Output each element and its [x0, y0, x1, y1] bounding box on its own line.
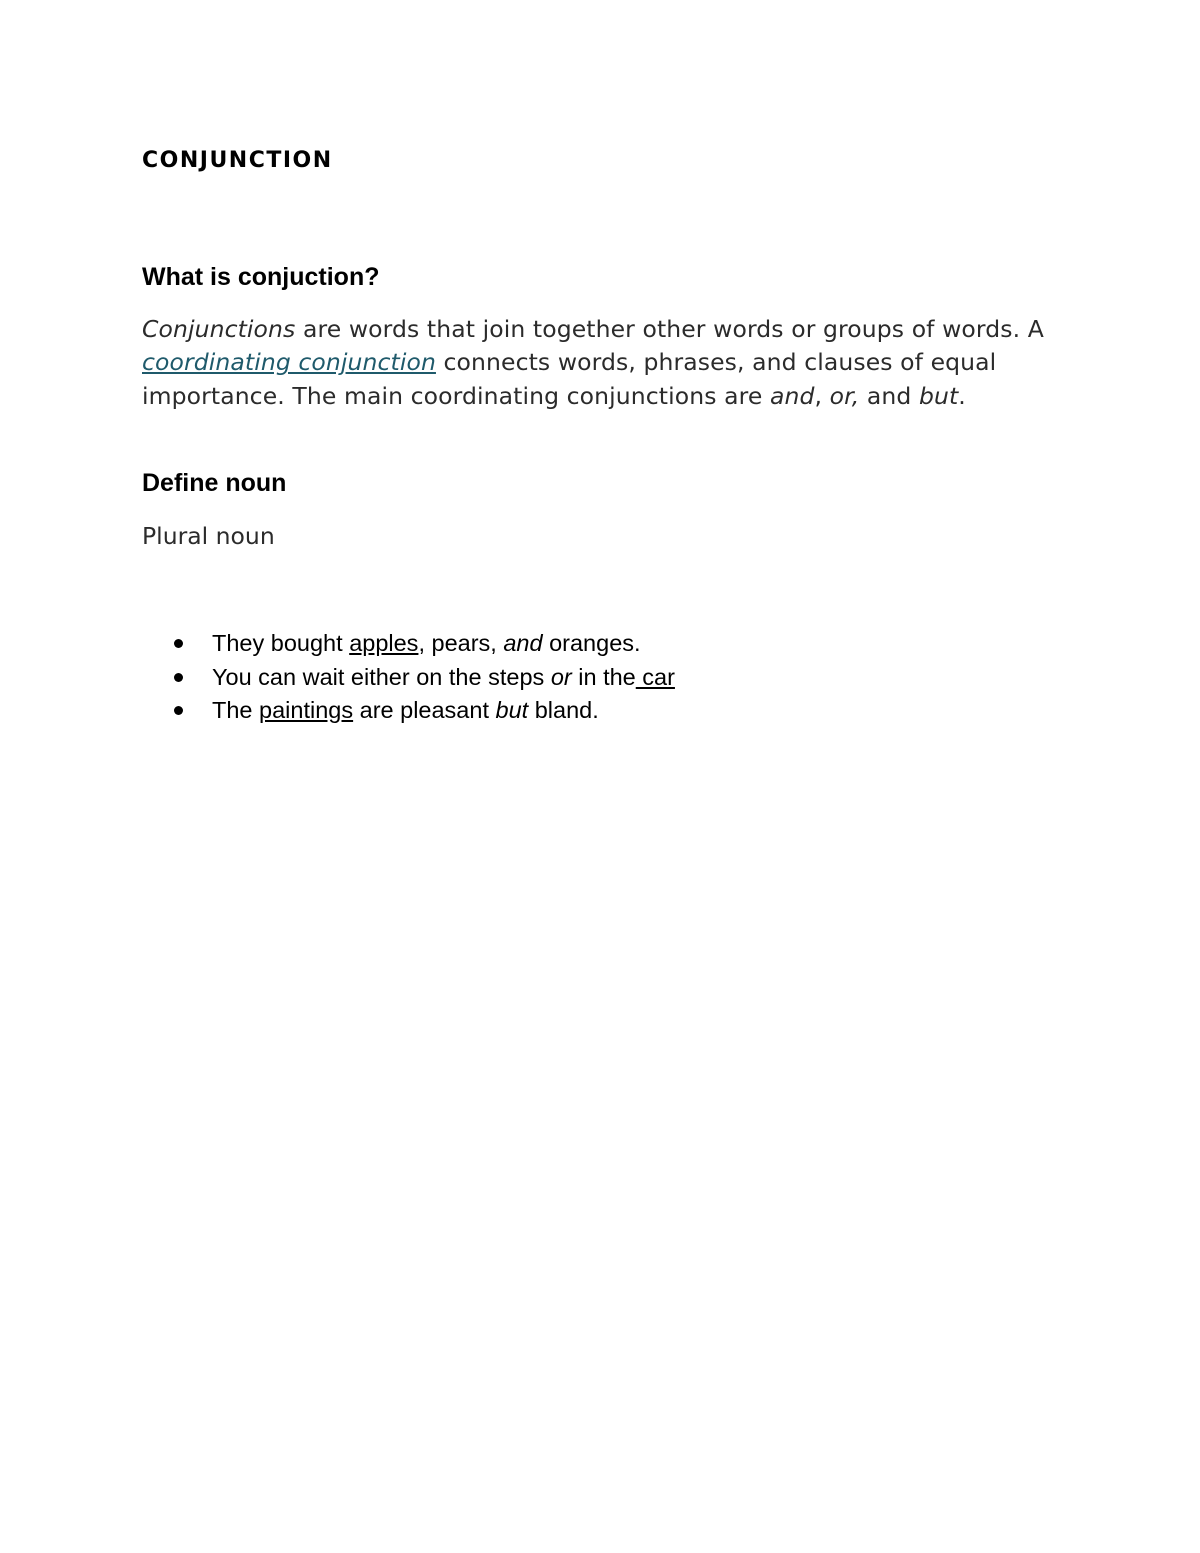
- italic-conjunction: or: [550, 663, 572, 690]
- paragraph-text-2: connects words, phrases, and clauses of equal importance. The main coordinating conjunctions are: [142, 348, 997, 410]
- list-item: [142, 661, 675, 695]
- term-or: or,: [829, 381, 860, 410]
- definition-paragraph: [142, 313, 1062, 413]
- example-text: They bought: [212, 630, 350, 656]
- example-text: The: [212, 697, 260, 723]
- example-text: in the: [571, 663, 636, 690]
- term-but: but: [918, 381, 959, 410]
- list-item: [142, 694, 675, 728]
- paragraph-text-1: are words that join together other words or groups of words. A: [295, 315, 1044, 343]
- term-and: and: [770, 381, 815, 410]
- underlined-word: apples: [349, 630, 419, 656]
- term-conjunctions: Conjunctions: [142, 315, 296, 343]
- heading-define-noun: Define noun: [142, 469, 287, 497]
- example-text: bland.: [528, 697, 599, 723]
- example-text: , pears,: [418, 630, 504, 656]
- bullet-icon: [174, 639, 183, 648]
- list-item: [142, 627, 675, 661]
- document-title: CONJUNCTION: [142, 148, 333, 173]
- bullet-icon: [174, 673, 183, 682]
- paragraph-sep-1: ,: [814, 381, 830, 410]
- underlined-word: paintings: [259, 697, 354, 723]
- plural-noun-label: Plural noun: [142, 522, 275, 550]
- examples-list: [142, 627, 675, 728]
- paragraph-sep-2: and: [859, 381, 919, 410]
- example-text: oranges.: [542, 630, 641, 656]
- example-text: You can wait either on the steps: [212, 663, 551, 690]
- italic-conjunction: and: [503, 630, 543, 656]
- paragraph-end: .: [958, 381, 966, 410]
- heading-what-is-conjunction: What is conjuction?: [142, 263, 380, 291]
- italic-conjunction: but: [495, 697, 529, 723]
- coordinating-conjunction-link[interactable]: coordinating conjunction: [142, 348, 436, 377]
- example-text: are pleasant: [353, 697, 496, 723]
- bullet-icon: [174, 706, 183, 715]
- underlined-word: car: [635, 663, 675, 690]
